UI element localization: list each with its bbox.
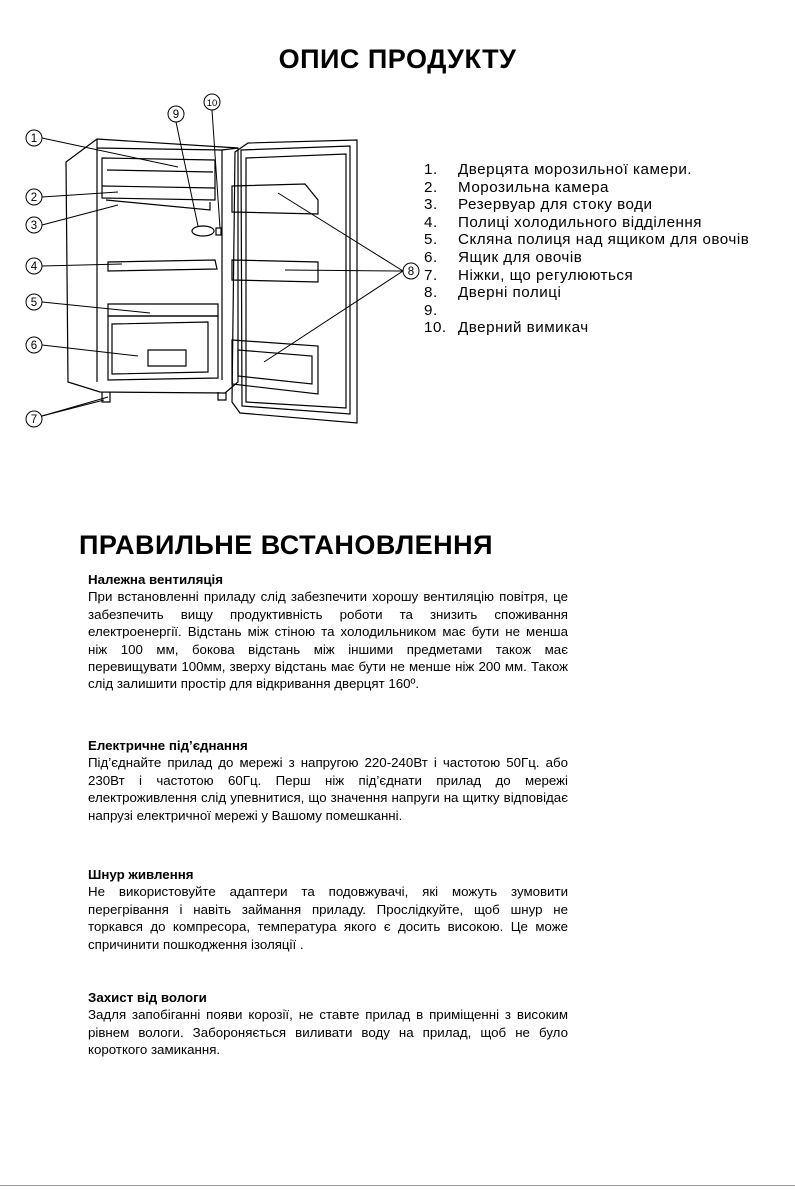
svg-text:4: 4 — [30, 261, 38, 273]
ventilation-section — [88, 571, 568, 693]
freezer-compartment — [102, 158, 215, 200]
svg-text:7: 7 — [30, 414, 38, 426]
list-item: 4. Полиці холодильного відділення — [424, 213, 703, 231]
section-title: ПРАВИЛЬНЕ ВСТАНОВЛЕННЯ — [79, 530, 494, 560]
list-item: 3. Резервуар для стоку води — [424, 196, 653, 214]
parts-list — [424, 161, 749, 337]
list-item: 8. Дверні полиці — [424, 284, 562, 302]
section-heading: Належна вентиляція — [88, 572, 223, 587]
callout-3 — [26, 217, 42, 233]
section-text: Під’єднайте прилад до мережі з напругою 220-240Вт і частотою 50Гц. або 230Вт і частотою 60Гц. Перш ніж під’єднати прилад до мережі електроживлення слід упевнитися, що значення напруги на щитку відповідає напрузі електричної мережі у Вашому помешканні. — [88, 755, 568, 823]
svg-text:9: 9 — [172, 109, 180, 121]
svg-text:10: 10 — [206, 98, 218, 109]
door-shelf — [232, 340, 318, 394]
section-text: Не використовуйте адаптери та подовжувачі, які можуть зумовити перегрівання і навіть займання приладу. Прослідкуйте, щоб шнур не торкався до компресора, температура якого є досить високою. Це може спричинити пошкодження ізоляції . — [88, 884, 568, 952]
callout-6 — [26, 337, 42, 353]
vegetable-drawer — [108, 316, 218, 380]
section-heading: Електричне під’єднання — [88, 738, 248, 753]
callout-7 — [26, 411, 42, 427]
power-cord-section — [88, 866, 568, 953]
section-text: Задля запобіганні появи корозії, не ставте прилад в приміщенні з високим рівнем вологи. Забороняється виливати воду на прилад, щоб не було короткого замикання. — [88, 1007, 568, 1058]
list-item: 6. Ящик для овочів — [424, 248, 583, 266]
door-shelf — [232, 260, 318, 282]
list-item: 2. Морозильна камера — [424, 178, 609, 196]
list-item: 5. Скляна полиця над ящиком для овочів — [424, 231, 750, 249]
list-item: 9. — [424, 301, 438, 319]
fridge-drawing — [66, 139, 357, 423]
list-item: 7. Ніжки, що регулюються — [424, 266, 634, 284]
callout-10 — [204, 94, 220, 110]
svg-text:5: 5 — [30, 297, 38, 309]
page-title: ОПИС ПРОДУКТУ — [278, 44, 517, 74]
moisture-section — [88, 989, 568, 1059]
cabinet-outline — [66, 139, 238, 393]
svg-text:6: 6 — [30, 340, 38, 352]
svg-text:3: 3 — [30, 220, 38, 232]
callout-4 — [26, 258, 42, 274]
fridge-shelf — [108, 260, 217, 271]
callout-5 — [26, 294, 42, 310]
callout-9 — [168, 106, 184, 122]
section-text: При встановленні приладу слід забезпечити хорошу вентиляцію повітря, це забезпечить вищу продуктивність роботи та знизить споживання електроенергії. Відстань між стіною та холодильником має бути не менша ніж 100 мм, бокова відстань між іншими предметами також має перевищувати 100мм, зверху відстань має бути не менше ніж 200 мм. Також слід залишити простір для відкривання дверцят 160º. — [88, 589, 568, 692]
callout-8 — [403, 263, 419, 279]
callout-1 — [26, 130, 42, 146]
list-item: 1. Дверцята морозильної камери. — [424, 161, 693, 178]
callout-2 — [26, 189, 42, 205]
svg-text:1: 1 — [30, 133, 38, 145]
section-heading: Захист від вологи — [88, 990, 207, 1005]
list-item: 10. Дверний вимикач — [424, 319, 589, 337]
electrical-section — [88, 737, 568, 824]
page-border — [0, 1185, 795, 1186]
svg-text:8: 8 — [407, 266, 415, 278]
svg-text:2: 2 — [30, 192, 38, 204]
section-heading: Шнур живлення — [88, 867, 194, 882]
